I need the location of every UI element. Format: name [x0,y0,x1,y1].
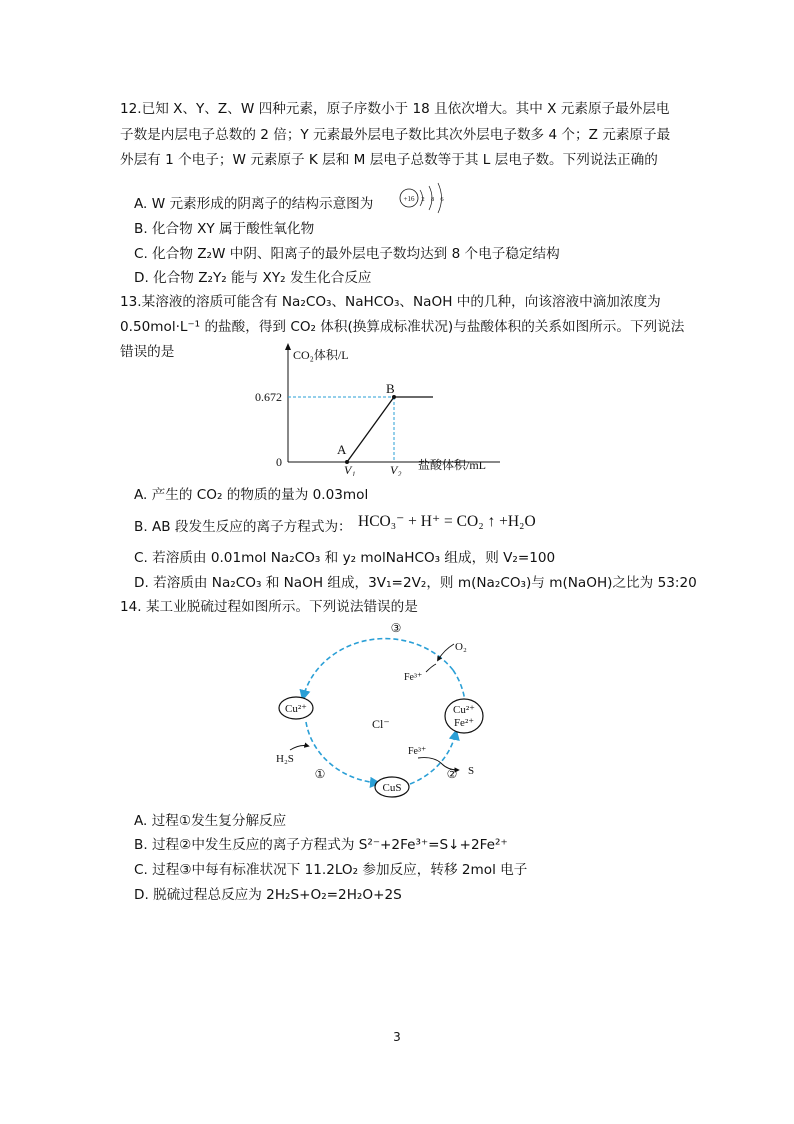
y-axis-label: CO₂体积/L [293,348,349,362]
q13-option-d: D. 若溶质由 Na₂CO₃ 和 NaOH 组成，3V₁=2V₂，则 m(Na₂CO₃)与 m(NaOH)之比为 53:20 [134,575,697,591]
shell-2-electrons: 8 [430,196,435,203]
mix-fe-label: Fe²⁺ [453,717,475,729]
desulfurization-cycle-diagram [268,618,518,804]
sulfur-label: S [468,765,475,777]
q13-option-b: B. AB 段发生反应的离子方程式为： [134,519,352,535]
cus-label: CuS [382,782,402,794]
shell-3-electrons: 6 [440,196,444,203]
q13-stem-line-3: 错误的是 [120,344,175,360]
h2s-arrow [290,746,308,751]
co2-volume-graph [248,342,508,476]
q14-option-b: B. 过程②中发生反应的离子方程式为 S²⁻+2Fe³⁺=S↓+2Fe²⁺ [134,837,508,853]
origin-label: 0 [276,455,282,469]
v1-label: V₁ [344,463,356,476]
h2s-label: H₂S [276,753,294,765]
page-number: 3 [393,1030,401,1044]
q12-option-b: B. 化合物 XY 属于酸性氧化物 [134,221,315,237]
q13-stem-line-2: 0.50mol·L⁻¹ 的盐酸，得到 CO₂ 体积(换算成标准状况)与盐酸体积的关系如图所示。下列说法 [120,319,685,335]
q12-stem-line-1: 12.已知 X、Y、Z、W 四种元素，原子序数小于 18 且依次增大。其中 X 元素原子最外层电 [120,101,670,117]
q13-option-a: A. 产生的 CO₂ 的物质的量为 0.03mol [134,487,369,503]
q13-option-c: C. 若溶质由 0.01mol Na₂CO₃ 和 y₂ molNaHCO₃ 组成，则 V₂=100 [134,550,556,566]
sulfide-ion-structure-diagram [396,180,456,216]
x-axis-label: 盐酸体积/mL [418,458,486,472]
fe3-top-label: Fe³⁺ [404,672,423,683]
q13-stem-line-1: 13.某溶液的溶质可能含有 Na₂CO₃、NaHCO₃、NaOH 中的几种，向该溶液中滴加浓度为 [120,294,661,310]
q12-stem-line-3: 外层有 1 个电子；W 元素原子 K 层和 M 层电子总数等于其 L 层电子数。下列说法正确的 [120,152,658,168]
mix-cu-label: Cu²⁺ [453,704,475,716]
step-3-marker: ③ [390,621,402,635]
chloride-label: Cl⁻ [372,717,390,731]
y-tick-label: 0.672 [255,390,282,404]
cu-ion-label: Cu²⁺ [285,703,307,715]
step-2-marker: ② [446,767,458,781]
q14-option-c: C. 过程③中每有标准状况下 11.2LO₂ 参加反应，转移 2mol 电子 [134,862,528,878]
q14-option-d: D. 脱硫过程总反应为 2H₂S+O₂=2H₂O+2S [134,887,402,903]
y-axis-arrow [285,343,291,350]
q12-option-a: A. W 元素形成的阴离子的结构示意图为 [134,196,374,212]
nucleus-charge: +16 [403,195,415,203]
v2-label: V₂ [390,463,402,476]
o2-label: O₂ [455,641,467,653]
q12-option-c: C. 化合物 Z₂W 中阴、阳离子的最外层电子数均达到 8 个电子稳定结构 [134,246,560,262]
fe3-mid-label: Fe³⁺ [408,746,427,757]
q13-option-b-equation: HCO₃⁻ + H⁺ = CO₂ ↑ +H₂O [358,513,536,530]
q12-option-d: D. 化合物 Z₂Y₂ 能与 XY₂ 发生化合反应 [134,270,372,286]
point-b-label: B [386,381,395,396]
q14-stem: 14. 某工业脱硫过程如图所示。下列说法错误的是 [120,599,418,615]
fe3-top-arrow [426,664,436,672]
q14-option-a: A. 过程①发生复分解反应 [134,813,287,829]
shell-1-electrons: 2 [421,196,425,203]
segment-ab [347,397,394,462]
point-a-label: A [337,442,347,457]
cycle-arc-right [453,670,465,702]
step-1-marker: ① [314,767,326,781]
q12-stem-line-2: 子数是内层电子总数的 2 倍；Y 元素最外层电子数比其次外层电子数多 4 个；Z 元素原子最 [120,127,671,143]
